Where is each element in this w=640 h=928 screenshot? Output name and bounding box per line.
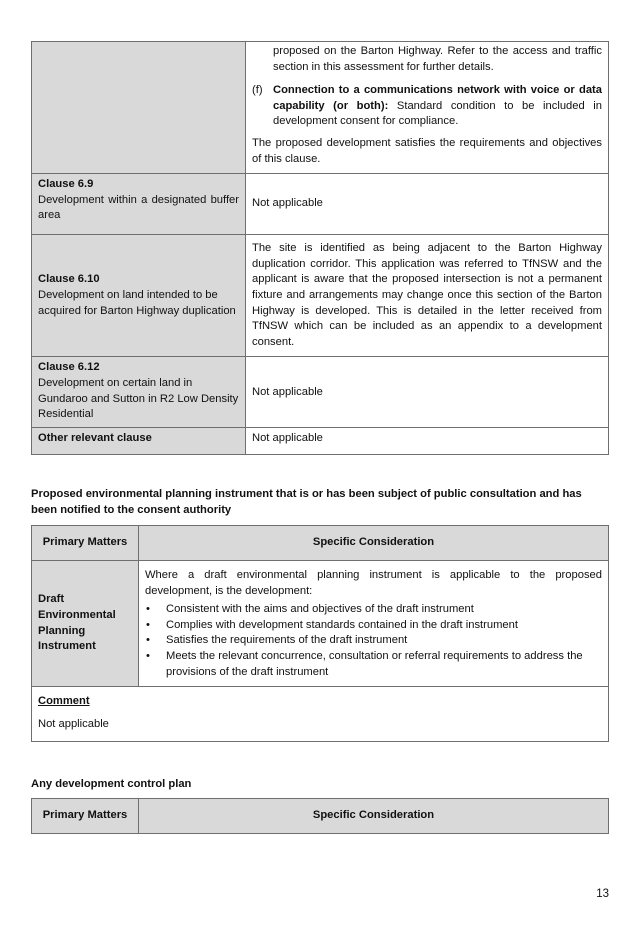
consideration-text: Not applicable	[252, 432, 323, 445]
list-item: • Consistent with the aims and objectives of the draft instrument	[145, 602, 602, 618]
consideration-cell	[139, 561, 609, 687]
table-row	[32, 235, 609, 357]
column-header-specific-consideration: Specific Consideration	[139, 526, 609, 561]
column-header-primary-matters: Primary Matters	[32, 526, 139, 561]
draft-epi-table	[31, 525, 609, 742]
table-row	[32, 357, 609, 428]
consideration-cell	[246, 174, 609, 235]
clause-cell	[32, 235, 246, 357]
column-header-primary-matters: Primary Matters	[32, 799, 139, 834]
clauses-table	[31, 41, 609, 455]
table-row	[32, 42, 609, 174]
consideration-cell	[246, 42, 609, 174]
clause-title: Development on certain land in Gundaroo and Sutton in R2 Low Density Residential	[38, 376, 239, 421]
clause-title: Development on land intended to be acquired for Barton Highway duplication	[38, 288, 236, 317]
consideration-text: Not applicable	[252, 197, 323, 210]
consideration-cell	[246, 235, 609, 357]
summary-text: The proposed development satisfies the requirements and objectives of this clause.	[252, 136, 602, 165]
table-header-row	[32, 799, 609, 834]
comment-row	[32, 687, 609, 742]
consideration-text: Not applicable	[252, 385, 323, 398]
clause-cell	[32, 174, 246, 235]
dcp-table	[31, 798, 609, 834]
primary-matter-label: Draft Environmental Planning Instrument	[32, 561, 139, 687]
list-item	[252, 83, 602, 130]
continued-text: proposed on the Barton Highway. Refer to the access and traffic section in this assessment for further details.	[273, 45, 602, 73]
comment-cell	[32, 687, 609, 742]
section-heading: Any development control plan	[31, 778, 192, 790]
consideration-list	[145, 602, 602, 680]
consideration-text: The site is identified as being adjacent to the Barton Highway duplication corridor. This application was referred to TfNSW and the applicant is aware that the proposed intersection is not a permanent fixture and arrangements may change once this section of the Barton Highway is developed. This is detailed in the letter received from TfNSW which can be included as an appendix to a development consent.	[252, 242, 602, 348]
comment-label: Comment	[38, 695, 90, 708]
clause-number: Clause 6.10	[38, 273, 100, 286]
clause-title: Development within a designated buffer area	[38, 193, 239, 222]
table-row	[32, 561, 609, 687]
clause-number: Other relevant clause	[38, 432, 152, 445]
section-heading: Proposed environmental planning instrument that is or has been subject of public consultation and has been notified to the consent authority	[31, 488, 582, 516]
table-row	[32, 174, 609, 235]
item-label: (f)	[252, 84, 263, 97]
table-row	[32, 428, 609, 455]
clause-cell	[32, 428, 246, 455]
comment-text: Not applicable	[38, 717, 109, 730]
consideration-cell	[246, 357, 609, 428]
item-text: Standard condition to be included in development consent for compliance.	[273, 99, 602, 128]
consideration-intro: Where a draft environmental planning instrument is applicable to the proposed development, is the development:	[145, 569, 602, 597]
table-header-row	[32, 526, 609, 561]
clause-cell-empty	[32, 42, 246, 174]
clause-number: Clause 6.12	[38, 361, 100, 374]
list-item: • Meets the relevant concurrence, consultation or referral requirements to address the provisions of the draft instrument	[145, 649, 602, 680]
clause-number: Clause 6.9	[38, 178, 94, 191]
clause-cell	[32, 357, 246, 428]
column-header-specific-consideration: Specific Consideration	[139, 799, 609, 834]
list-item: • Complies with development standards contained in the draft instrument	[145, 618, 602, 634]
item-title: Connection to a communications network with voice or data capability (or both):	[273, 84, 602, 112]
page-number: 13	[596, 888, 609, 900]
consideration-cell	[246, 428, 609, 455]
list-item: • Satisfies the requirements of the draft instrument	[145, 633, 602, 649]
